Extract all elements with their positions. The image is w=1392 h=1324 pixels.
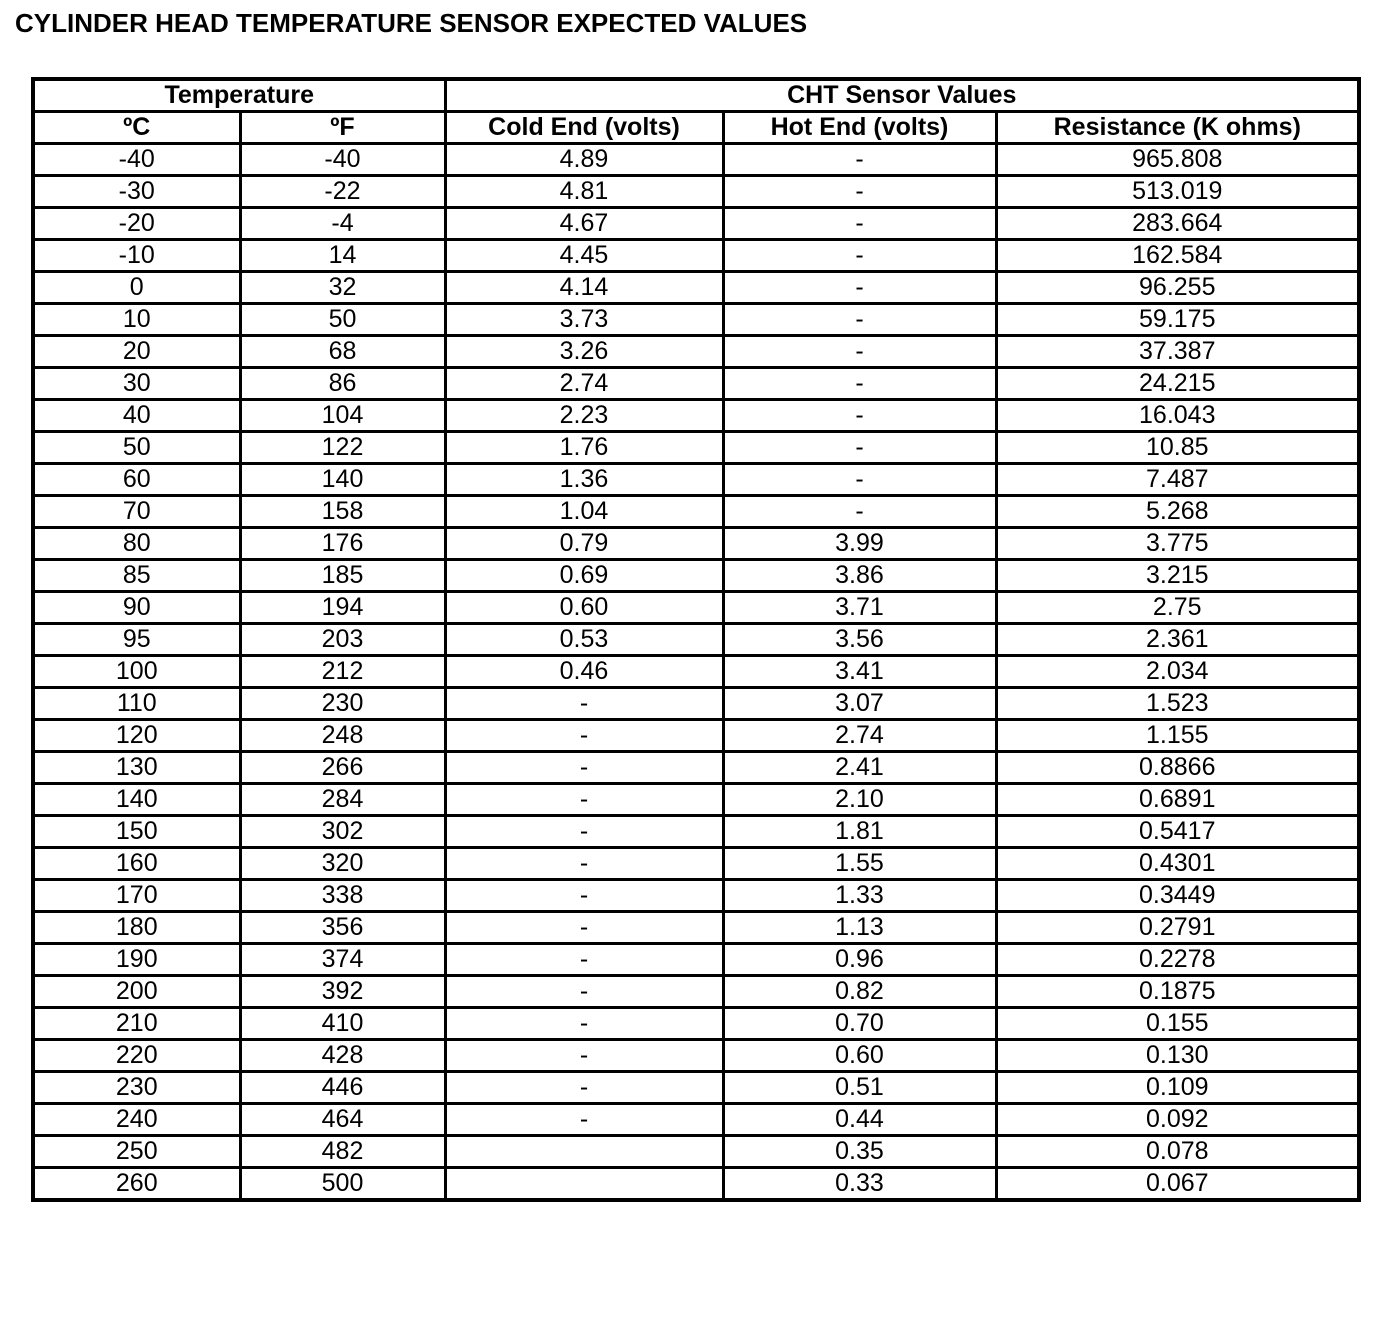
celsius-cell: 220	[33, 1040, 240, 1072]
resistance-cell: 0.078	[996, 1136, 1359, 1168]
cold-end-cell: -	[445, 912, 723, 944]
cold-end-column-header: Cold End (volts)	[445, 112, 723, 144]
resistance-cell: 513.019	[996, 176, 1359, 208]
cold-end-cell: -	[445, 1104, 723, 1136]
hot-end-cell: -	[723, 272, 996, 304]
cold-end-cell: 0.79	[445, 528, 723, 560]
table-row	[33, 784, 1359, 816]
cht-values-table	[31, 77, 1361, 1202]
cold-end-cell	[445, 1168, 723, 1201]
celsius-cell: 80	[33, 528, 240, 560]
cold-end-cell: 4.81	[445, 176, 723, 208]
table-row	[33, 336, 1359, 368]
table-row	[33, 1040, 1359, 1072]
cold-end-cell: 2.74	[445, 368, 723, 400]
celsius-cell: 0	[33, 272, 240, 304]
fahrenheit-column-header: ºF	[240, 112, 445, 144]
cold-end-cell: 0.46	[445, 656, 723, 688]
table-row	[33, 624, 1359, 656]
hot-end-cell: 0.44	[723, 1104, 996, 1136]
celsius-column-header: ºC	[33, 112, 240, 144]
fahrenheit-cell: 212	[240, 656, 445, 688]
resistance-cell: 965.808	[996, 144, 1359, 176]
hot-end-cell: -	[723, 368, 996, 400]
hot-end-cell: -	[723, 304, 996, 336]
fahrenheit-cell: 446	[240, 1072, 445, 1104]
table-row	[33, 688, 1359, 720]
hot-end-cell: 3.71	[723, 592, 996, 624]
celsius-cell: 85	[33, 560, 240, 592]
resistance-cell: 10.85	[996, 432, 1359, 464]
resistance-cell: 16.043	[996, 400, 1359, 432]
hot-end-cell: -	[723, 496, 996, 528]
cold-end-cell: 1.04	[445, 496, 723, 528]
cold-end-cell: 1.76	[445, 432, 723, 464]
fahrenheit-cell: 32	[240, 272, 445, 304]
table-row	[33, 976, 1359, 1008]
resistance-cell: 2.361	[996, 624, 1359, 656]
resistance-cell: 96.255	[996, 272, 1359, 304]
fahrenheit-cell: 302	[240, 816, 445, 848]
fahrenheit-cell: -4	[240, 208, 445, 240]
fahrenheit-cell: 338	[240, 880, 445, 912]
celsius-cell: 40	[33, 400, 240, 432]
hot-end-cell: -	[723, 336, 996, 368]
fahrenheit-cell: 392	[240, 976, 445, 1008]
celsius-cell: 10	[33, 304, 240, 336]
cold-end-cell: 4.14	[445, 272, 723, 304]
hot-end-cell: 0.35	[723, 1136, 996, 1168]
page-title: CYLINDER HEAD TEMPERATURE SENSOR EXPECTED VALUES	[15, 8, 808, 38]
celsius-cell: -10	[33, 240, 240, 272]
cold-end-cell: -	[445, 688, 723, 720]
resistance-cell: 283.664	[996, 208, 1359, 240]
resistance-cell: 0.2791	[996, 912, 1359, 944]
celsius-cell: 170	[33, 880, 240, 912]
celsius-cell: 95	[33, 624, 240, 656]
fahrenheit-cell: 140	[240, 464, 445, 496]
resistance-cell: 7.487	[996, 464, 1359, 496]
celsius-cell: 30	[33, 368, 240, 400]
resistance-column-header: Resistance (K ohms)	[996, 112, 1359, 144]
cold-end-cell: -	[445, 1072, 723, 1104]
celsius-cell: 180	[33, 912, 240, 944]
table-row	[33, 496, 1359, 528]
table-row	[33, 144, 1359, 176]
resistance-cell: 0.3449	[996, 880, 1359, 912]
resistance-cell: 2.75	[996, 592, 1359, 624]
celsius-cell: 120	[33, 720, 240, 752]
table-row	[33, 1104, 1359, 1136]
celsius-cell: 250	[33, 1136, 240, 1168]
hot-end-cell: 3.86	[723, 560, 996, 592]
celsius-cell: 140	[33, 784, 240, 816]
table-row	[33, 208, 1359, 240]
hot-end-cell: 2.74	[723, 720, 996, 752]
resistance-cell: 0.6891	[996, 784, 1359, 816]
celsius-cell: 110	[33, 688, 240, 720]
resistance-cell: 2.034	[996, 656, 1359, 688]
table-row	[33, 176, 1359, 208]
celsius-cell: 190	[33, 944, 240, 976]
celsius-cell: -40	[33, 144, 240, 176]
celsius-cell: 150	[33, 816, 240, 848]
temperature-group-header: Temperature	[33, 79, 445, 112]
hot-end-cell: 3.07	[723, 688, 996, 720]
table-row	[33, 1008, 1359, 1040]
resistance-cell: 0.5417	[996, 816, 1359, 848]
cold-end-cell: 4.67	[445, 208, 723, 240]
resistance-cell: 0.4301	[996, 848, 1359, 880]
sensor-values-group-header: CHT Sensor Values	[445, 79, 1359, 112]
cold-end-cell: 1.36	[445, 464, 723, 496]
celsius-cell: 200	[33, 976, 240, 1008]
table-row	[33, 560, 1359, 592]
cold-end-cell: -	[445, 976, 723, 1008]
fahrenheit-cell: 230	[240, 688, 445, 720]
hot-end-cell: 3.99	[723, 528, 996, 560]
resistance-cell: 0.1875	[996, 976, 1359, 1008]
hot-end-cell: 1.13	[723, 912, 996, 944]
resistance-cell: 0.8866	[996, 752, 1359, 784]
celsius-cell: -20	[33, 208, 240, 240]
resistance-cell: 3.215	[996, 560, 1359, 592]
cold-end-cell: -	[445, 816, 723, 848]
cold-end-cell: -	[445, 720, 723, 752]
celsius-cell: 160	[33, 848, 240, 880]
table-row	[33, 944, 1359, 976]
fahrenheit-cell: 356	[240, 912, 445, 944]
fahrenheit-cell: 158	[240, 496, 445, 528]
fahrenheit-cell: 176	[240, 528, 445, 560]
resistance-cell: 0.109	[996, 1072, 1359, 1104]
resistance-cell: 0.2278	[996, 944, 1359, 976]
fahrenheit-cell: 500	[240, 1168, 445, 1201]
table-row	[33, 304, 1359, 336]
fahrenheit-cell: 194	[240, 592, 445, 624]
resistance-cell: 37.387	[996, 336, 1359, 368]
fahrenheit-cell: 428	[240, 1040, 445, 1072]
hot-end-cell: 0.82	[723, 976, 996, 1008]
hot-end-cell: 3.56	[723, 624, 996, 656]
resistance-cell: 5.268	[996, 496, 1359, 528]
hot-end-cell: 0.60	[723, 1040, 996, 1072]
resistance-cell: 162.584	[996, 240, 1359, 272]
table-row	[33, 848, 1359, 880]
table-row	[33, 272, 1359, 304]
fahrenheit-cell: 104	[240, 400, 445, 432]
resistance-cell: 0.092	[996, 1104, 1359, 1136]
table-row	[33, 816, 1359, 848]
cold-end-cell	[445, 1136, 723, 1168]
fahrenheit-cell: 464	[240, 1104, 445, 1136]
celsius-cell: 90	[33, 592, 240, 624]
table-row	[33, 1168, 1359, 1201]
fahrenheit-cell: 68	[240, 336, 445, 368]
resistance-cell: 0.155	[996, 1008, 1359, 1040]
celsius-cell: 210	[33, 1008, 240, 1040]
resistance-cell: 1.155	[996, 720, 1359, 752]
cold-end-cell: -	[445, 752, 723, 784]
table-row	[33, 368, 1359, 400]
table-row	[33, 752, 1359, 784]
table-row	[33, 720, 1359, 752]
fahrenheit-cell: 374	[240, 944, 445, 976]
celsius-cell: 230	[33, 1072, 240, 1104]
cold-end-cell: -	[445, 880, 723, 912]
hot-end-cell: 2.41	[723, 752, 996, 784]
cold-end-cell: -	[445, 848, 723, 880]
cold-end-cell: -	[445, 1008, 723, 1040]
column-header-row	[33, 112, 1359, 144]
group-header-row	[33, 79, 1359, 112]
hot-end-column-header: Hot End (volts)	[723, 112, 996, 144]
fahrenheit-cell: 50	[240, 304, 445, 336]
table-row	[33, 528, 1359, 560]
hot-end-cell: 1.81	[723, 816, 996, 848]
resistance-cell: 0.130	[996, 1040, 1359, 1072]
fahrenheit-cell: -22	[240, 176, 445, 208]
hot-end-cell: 0.70	[723, 1008, 996, 1040]
fahrenheit-cell: 14	[240, 240, 445, 272]
celsius-cell: 70	[33, 496, 240, 528]
resistance-cell: 59.175	[996, 304, 1359, 336]
cold-end-cell: -	[445, 944, 723, 976]
fahrenheit-cell: 284	[240, 784, 445, 816]
table-row	[33, 1136, 1359, 1168]
cold-end-cell: 0.60	[445, 592, 723, 624]
cold-end-cell: 4.45	[445, 240, 723, 272]
hot-end-cell: -	[723, 176, 996, 208]
fahrenheit-cell: 266	[240, 752, 445, 784]
fahrenheit-cell: 86	[240, 368, 445, 400]
celsius-cell: 260	[33, 1168, 240, 1201]
cold-end-cell: 2.23	[445, 400, 723, 432]
fahrenheit-cell: 248	[240, 720, 445, 752]
cold-end-cell: 0.53	[445, 624, 723, 656]
cold-end-cell: 3.73	[445, 304, 723, 336]
hot-end-cell: 2.10	[723, 784, 996, 816]
hot-end-cell: 0.51	[723, 1072, 996, 1104]
celsius-cell: 50	[33, 432, 240, 464]
table-row	[33, 432, 1359, 464]
fahrenheit-cell: 410	[240, 1008, 445, 1040]
table-row	[33, 592, 1359, 624]
table-body	[33, 144, 1359, 1201]
resistance-cell: 24.215	[996, 368, 1359, 400]
hot-end-cell: -	[723, 240, 996, 272]
hot-end-cell: -	[723, 464, 996, 496]
hot-end-cell: 1.55	[723, 848, 996, 880]
hot-end-cell: -	[723, 208, 996, 240]
cold-end-cell: 0.69	[445, 560, 723, 592]
table-row	[33, 240, 1359, 272]
celsius-cell: 100	[33, 656, 240, 688]
table-row	[33, 656, 1359, 688]
resistance-cell: 0.067	[996, 1168, 1359, 1201]
hot-end-cell: 1.33	[723, 880, 996, 912]
table-row	[33, 464, 1359, 496]
resistance-cell: 1.523	[996, 688, 1359, 720]
celsius-cell: 60	[33, 464, 240, 496]
hot-end-cell: -	[723, 432, 996, 464]
cold-end-cell: -	[445, 1040, 723, 1072]
cold-end-cell: -	[445, 784, 723, 816]
fahrenheit-cell: -40	[240, 144, 445, 176]
cold-end-cell: 4.89	[445, 144, 723, 176]
fahrenheit-cell: 203	[240, 624, 445, 656]
table-row	[33, 912, 1359, 944]
fahrenheit-cell: 482	[240, 1136, 445, 1168]
hot-end-cell: -	[723, 144, 996, 176]
resistance-cell: 3.775	[996, 528, 1359, 560]
celsius-cell: 240	[33, 1104, 240, 1136]
fahrenheit-cell: 185	[240, 560, 445, 592]
hot-end-cell: -	[723, 400, 996, 432]
table-row	[33, 400, 1359, 432]
hot-end-cell: 0.33	[723, 1168, 996, 1201]
celsius-cell: -30	[33, 176, 240, 208]
table-row	[33, 880, 1359, 912]
fahrenheit-cell: 122	[240, 432, 445, 464]
celsius-cell: 130	[33, 752, 240, 784]
cold-end-cell: 3.26	[445, 336, 723, 368]
celsius-cell: 20	[33, 336, 240, 368]
table-row	[33, 1072, 1359, 1104]
fahrenheit-cell: 320	[240, 848, 445, 880]
hot-end-cell: 3.41	[723, 656, 996, 688]
hot-end-cell: 0.96	[723, 944, 996, 976]
